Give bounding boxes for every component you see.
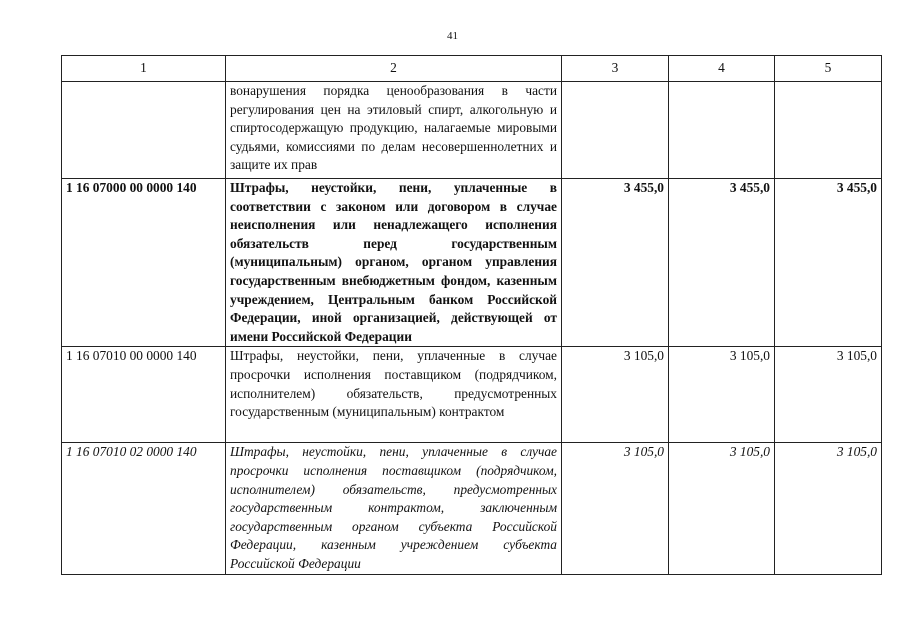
table-row bbox=[62, 443, 882, 575]
amount-cell-3: 3 455,0 bbox=[562, 179, 669, 347]
table-row bbox=[62, 179, 882, 347]
amount-cell-3: 3 105,0 bbox=[562, 347, 669, 443]
amount-cell-4: 3 105,0 bbox=[669, 347, 775, 443]
page-number: 41 bbox=[447, 30, 458, 42]
budget-code-cell bbox=[62, 82, 226, 179]
column-header-4: 4 bbox=[669, 56, 775, 82]
description-cell: Штрафы, неустойки, пени, уплаченные в соответствии с законом или договором в случае неисполнения или ненадлежащего исполнения обязательств перед государственным (муниципальным) органом, органом управления государственным внебюджетным фондом, казенным учреждением, Центральным банком Российской Федерации, иной организацией, действующей от имени Российской Федерации bbox=[226, 179, 562, 347]
amount-cell-5: 3 105,0 bbox=[775, 443, 882, 575]
column-header-5: 5 bbox=[775, 56, 882, 82]
amount-cell-3 bbox=[562, 82, 669, 179]
amount-cell-4: 3 105,0 bbox=[669, 443, 775, 575]
amount-cell-4: 3 455,0 bbox=[669, 179, 775, 347]
budget-code-cell: 1 16 07010 00 0000 140 bbox=[62, 347, 226, 443]
amount-cell-5 bbox=[775, 82, 882, 179]
description-cell: Штрафы, неустойки, пени, уплаченные в случае просрочки исполнения поставщиком (подрядчиком, исполнителем) обязательств, предусмотренных государственным (муниципальным) контрактом bbox=[226, 347, 562, 443]
table-header-row bbox=[62, 56, 882, 82]
table-row bbox=[62, 82, 882, 179]
column-header-1: 1 bbox=[62, 56, 226, 82]
amount-cell-4 bbox=[669, 82, 775, 179]
budget-code-cell: 1 16 07000 00 0000 140 bbox=[62, 179, 226, 347]
budget-table bbox=[61, 55, 882, 575]
amount-cell-5: 3 105,0 bbox=[775, 347, 882, 443]
column-header-2: 2 bbox=[226, 56, 562, 82]
amount-cell-3: 3 105,0 bbox=[562, 443, 669, 575]
amount-cell-5: 3 455,0 bbox=[775, 179, 882, 347]
description-cell: Штрафы, неустойки, пени, уплаченные в случае просрочки исполнения поставщиком (подрядчиком, исполнителем) обязательств, предусмотренных государственным контрактом, заключенным государственным органом субъекта Российской Федерации, казенным учреждением субъекта Российской Федерации bbox=[226, 443, 562, 575]
budget-code-cell: 1 16 07010 02 0000 140 bbox=[62, 443, 226, 575]
column-header-3: 3 bbox=[562, 56, 669, 82]
table-row bbox=[62, 347, 882, 443]
description-cell: вонарушения порядка ценообразования в части регулирования цен на этиловый спирт, алкогольную и спиртосодержащую продукцию, налагаемые мировыми судьями, комиссиями по делам несовершеннолетних и защите их прав bbox=[226, 82, 562, 179]
